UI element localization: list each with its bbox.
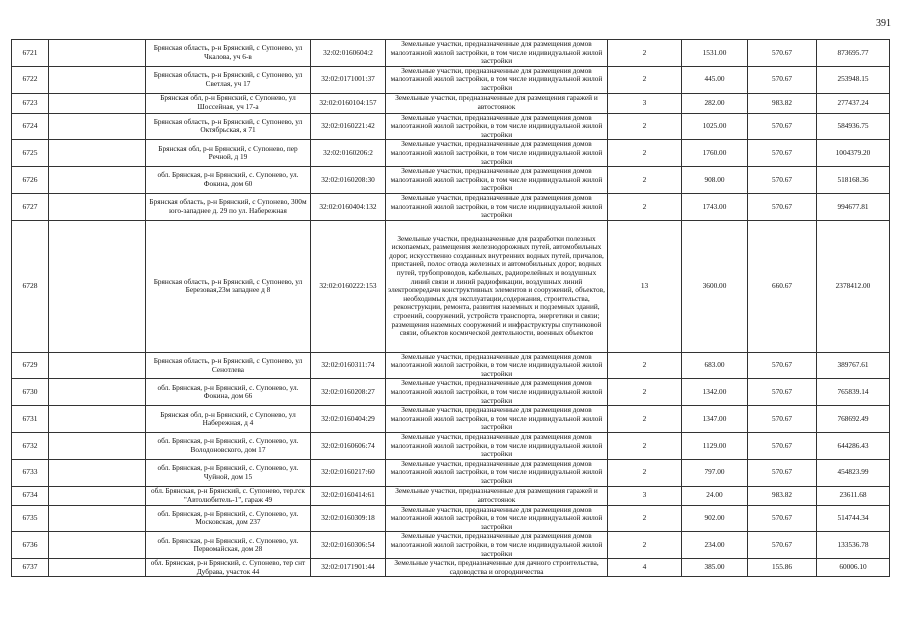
cadastral-value-cell: 873695.77 xyxy=(817,40,890,67)
area-cell: 902.00 xyxy=(682,505,748,532)
empty-cell xyxy=(49,167,146,194)
empty-cell xyxy=(49,93,146,113)
cadastral-value-table xyxy=(11,39,890,577)
cadastral-value-cell: 514744.34 xyxy=(817,505,890,532)
table-row xyxy=(12,532,890,559)
empty-cell xyxy=(49,220,146,352)
land-use-cell: Земельные участки, предназначенные для размещения домов малоэтажной жилой застройки, в том числе индивидуальной жилой застройки xyxy=(386,40,608,67)
area-cell: 234.00 xyxy=(682,532,748,559)
use-code-cell: 2 xyxy=(608,140,682,167)
rate-cell: 570.67 xyxy=(748,140,817,167)
land-use-cell: Земельные участки, предназначенные для размещения домов малоэтажной жилой застройки, в том числе индивидуальной жилой застройки xyxy=(386,193,608,220)
cadastral-value-cell: 253948.15 xyxy=(817,66,890,93)
use-code-cell: 2 xyxy=(608,406,682,433)
use-code-cell: 2 xyxy=(608,505,682,532)
use-code-cell: 2 xyxy=(608,40,682,67)
row-number: 6732 xyxy=(12,433,49,460)
address-cell: обл. Брянская, р-н Брянский, с. Супонево, тер снт Дубрава, участок 44 xyxy=(146,559,311,577)
land-use-cell: Земельные участки, предназначенные для размещения домов малоэтажной жилой застройки, в том числе индивидуальной жилой застройки xyxy=(386,379,608,406)
rate-cell: 570.67 xyxy=(748,379,817,406)
address-cell: обл. Брянская, р-н Брянский, с. Супонево, ул. Фокина, дом 60 xyxy=(146,167,311,194)
address-cell: Брянская область, р-н Брянский, с Супонево, ул Сенотлева xyxy=(146,352,311,379)
use-code-cell: 2 xyxy=(608,66,682,93)
cadastral-number-cell: 32:02:0160306:54 xyxy=(311,532,386,559)
use-code-cell: 2 xyxy=(608,352,682,379)
use-code-cell: 13 xyxy=(608,220,682,352)
rate-cell: 570.67 xyxy=(748,459,817,486)
address-cell: обл. Брянская, р-н Брянский, с. Супонево, ул. Володоновского, дом 17 xyxy=(146,433,311,460)
land-use-cell: Земельные участки, предназначенные для размещения домов малоэтажной жилой застройки, в том числе индивидуальной жилой застройки xyxy=(386,433,608,460)
rate-cell: 570.67 xyxy=(748,113,817,140)
empty-cell xyxy=(49,486,146,505)
cadastral-value-cell: 133536.78 xyxy=(817,532,890,559)
use-code-cell: 2 xyxy=(608,433,682,460)
rate-cell: 570.67 xyxy=(748,352,817,379)
table-row xyxy=(12,93,890,113)
table-row xyxy=(12,220,890,352)
area-cell: 282.00 xyxy=(682,93,748,113)
cadastral-number-cell: 32:02:0160414:61 xyxy=(311,486,386,505)
area-cell: 908.00 xyxy=(682,167,748,194)
cadastral-number-cell: 32:02:0160221:42 xyxy=(311,113,386,140)
land-use-cell: Земельные участки, предназначенные для размещения домов малоэтажной жилой застройки, в том числе индивидуальной жилой застройки xyxy=(386,167,608,194)
land-use-cell: Земельные участки, предназначенные для размещения домов малоэтажной жилой застройки, в том числе индивидуальной жилой застройки xyxy=(386,140,608,167)
rate-cell: 660.67 xyxy=(748,220,817,352)
address-cell: обл. Брянская, р-н Брянский, с. Супонево, ул. Московская, дом 237 xyxy=(146,505,311,532)
row-number: 6734 xyxy=(12,486,49,505)
table-row xyxy=(12,167,890,194)
area-cell: 3600.00 xyxy=(682,220,748,352)
rate-cell: 983.82 xyxy=(748,93,817,113)
table-row xyxy=(12,406,890,433)
land-use-cell: Земельные участки, предназначенные для размещения домов малоэтажной жилой застройки, в том числе индивидуальной жилой застройки xyxy=(386,66,608,93)
address-cell: Брянская область, р-н Брянский, с Супонево, ул Октябрьская, я 71 xyxy=(146,113,311,140)
row-number: 6722 xyxy=(12,66,49,93)
use-code-cell: 2 xyxy=(608,167,682,194)
page-number: 391 xyxy=(876,18,891,29)
rate-cell: 570.67 xyxy=(748,433,817,460)
row-number: 6726 xyxy=(12,167,49,194)
table-row xyxy=(12,559,890,577)
cadastral-number-cell: 32:02:0160208:30 xyxy=(311,167,386,194)
table-row xyxy=(12,505,890,532)
table-body xyxy=(12,40,890,577)
rate-cell: 983.82 xyxy=(748,486,817,505)
row-number: 6736 xyxy=(12,532,49,559)
address-cell: обл. Брянская, р-н Брянский, с. Супонево, тер.гск "Автолюбитель-1", гараж 49 xyxy=(146,486,311,505)
use-code-cell: 3 xyxy=(608,93,682,113)
cadastral-number-cell: 32:02:0171901:44 xyxy=(311,559,386,577)
rate-cell: 155.86 xyxy=(748,559,817,577)
cadastral-number-cell: 32:02:0160217:60 xyxy=(311,459,386,486)
table-row xyxy=(12,433,890,460)
table-row xyxy=(12,113,890,140)
use-code-cell: 2 xyxy=(608,459,682,486)
address-cell: Брянская обл, р-н Брянский, с Супонево, ул Шоссейная, уч 17-а xyxy=(146,93,311,113)
empty-cell xyxy=(49,40,146,67)
row-number: 6728 xyxy=(12,220,49,352)
table-row xyxy=(12,193,890,220)
empty-cell xyxy=(49,459,146,486)
cadastral-value-cell: 518168.36 xyxy=(817,167,890,194)
row-number: 6724 xyxy=(12,113,49,140)
land-use-cell: Земельные участки, предназначенные для размещения гаражей и автостоянок xyxy=(386,93,608,113)
area-cell: 1025.00 xyxy=(682,113,748,140)
rate-cell: 570.67 xyxy=(748,66,817,93)
area-cell: 1129.00 xyxy=(682,433,748,460)
rate-cell: 570.67 xyxy=(748,193,817,220)
cadastral-value-cell: 644286.43 xyxy=(817,433,890,460)
cadastral-value-cell: 23611.68 xyxy=(817,486,890,505)
cadastral-number-cell: 32:02:0160208:27 xyxy=(311,379,386,406)
address-cell: Брянская область, р-н Брянский, с Супонево, ул Светлая, уч 17 xyxy=(146,66,311,93)
empty-cell xyxy=(49,66,146,93)
table-row xyxy=(12,459,890,486)
empty-cell xyxy=(49,505,146,532)
cadastral-number-cell: 32:02:0160311:74 xyxy=(311,352,386,379)
cadastral-number-cell: 32:02:0160309:18 xyxy=(311,505,386,532)
cadastral-number-cell: 32:02:0160104:157 xyxy=(311,93,386,113)
cadastral-number-cell: 32:02:0160404:132 xyxy=(311,193,386,220)
area-cell: 1342.00 xyxy=(682,379,748,406)
land-use-cell: Земельные участки, предназначенные для размещения домов малоэтажной жилой застройки, в том числе индивидуальной жилой застройки xyxy=(386,459,608,486)
cadastral-value-cell: 1004379.20 xyxy=(817,140,890,167)
area-cell: 1743.00 xyxy=(682,193,748,220)
land-use-cell: Земельные участки, предназначенные для размещения гаражей и автостоянок xyxy=(386,486,608,505)
empty-cell xyxy=(49,532,146,559)
empty-cell xyxy=(49,113,146,140)
address-cell: Брянская обл, р-н Брянский, с Супонево, ул Набережная, д 4 xyxy=(146,406,311,433)
cadastral-value-cell: 389767.61 xyxy=(817,352,890,379)
empty-cell xyxy=(49,379,146,406)
address-cell: Брянская область, р-н Брянский, с Супонево, ул Чкалова, уч 6-в xyxy=(146,40,311,67)
empty-cell xyxy=(49,433,146,460)
row-number: 6729 xyxy=(12,352,49,379)
cadastral-value-cell: 2378412.00 xyxy=(817,220,890,352)
row-number: 6733 xyxy=(12,459,49,486)
use-code-cell: 2 xyxy=(608,113,682,140)
row-number: 6725 xyxy=(12,140,49,167)
cadastral-value-cell: 277437.24 xyxy=(817,93,890,113)
area-cell: 1760.00 xyxy=(682,140,748,167)
cadastral-number-cell: 32:02:0160604:2 xyxy=(311,40,386,67)
address-cell: обл. Брянская, р-н Брянский, с. Супонево, ул. Первомайская, дом 28 xyxy=(146,532,311,559)
area-cell: 24.00 xyxy=(682,486,748,505)
rate-cell: 570.67 xyxy=(748,40,817,67)
row-number: 6723 xyxy=(12,93,49,113)
row-number: 6727 xyxy=(12,193,49,220)
land-use-cell: Земельные участки, предназначенные для размещения домов малоэтажной жилой застройки, в том числе индивидуальной жилой застройки xyxy=(386,505,608,532)
area-cell: 1531.00 xyxy=(682,40,748,67)
rate-cell: 570.67 xyxy=(748,167,817,194)
cadastral-number-cell: 32:02:0171001:37 xyxy=(311,66,386,93)
cadastral-number-cell: 32:02:0160404:29 xyxy=(311,406,386,433)
address-cell: Брянская обл, р-н Брянский, с Супонево, пер Речной, д 19 xyxy=(146,140,311,167)
empty-cell xyxy=(49,352,146,379)
cadastral-number-cell: 32:02:0160606:74 xyxy=(311,433,386,460)
use-code-cell: 2 xyxy=(608,532,682,559)
rate-cell: 570.67 xyxy=(748,505,817,532)
cadastral-value-cell: 454823.99 xyxy=(817,459,890,486)
table-row xyxy=(12,140,890,167)
address-cell: Брянская область, р-н Брянский, с Супонево, ул Березовая,23м западнее д 8 xyxy=(146,220,311,352)
land-use-cell: Земельные участки, предназначенные для разработки полезных ископаемых, размещения железнодорожных путей, автомобильных дорог, искусственно созданных внутренних водных путей, причалов, пристаней, полос отвода железных и автомобильных дорог, водных путей, трубопроводов, кабельных, радиорелейных и воздушных линий связи и линий радиофикации, воздушных линий электропередачи конструктивных элементов и сооружений, объектов, необходимых для эксплуатации,содержания, строительства, реконструкции, ремонта, развития наземных и подземных зданий, строений, сооружений, устройств транспорта, энергетики и связи; размещения наземных сооружений и инфраструктуры спутниковой связи, объектов космической деятельности, военных объектов xyxy=(386,220,608,352)
cadastral-value-cell: 584936.75 xyxy=(817,113,890,140)
use-code-cell: 4 xyxy=(608,559,682,577)
use-code-cell: 2 xyxy=(608,379,682,406)
table-row xyxy=(12,379,890,406)
empty-cell xyxy=(49,559,146,577)
row-number: 6721 xyxy=(12,40,49,67)
table-row xyxy=(12,352,890,379)
row-number: 6730 xyxy=(12,379,49,406)
land-use-cell: Земельные участки, предназначенные для размещения домов малоэтажной жилой застройки, в том числе индивидуальной жилой застройки xyxy=(386,406,608,433)
land-use-cell: Земельные участки, предназначенные для размещения домов малоэтажной жилой застройки, в том числе индивидуальной жилой застройки xyxy=(386,352,608,379)
cadastral-value-cell: 994677.81 xyxy=(817,193,890,220)
table-row xyxy=(12,486,890,505)
area-cell: 797.00 xyxy=(682,459,748,486)
table-row xyxy=(12,40,890,67)
row-number: 6737 xyxy=(12,559,49,577)
rate-cell: 570.67 xyxy=(748,406,817,433)
cadastral-value-cell: 60006.10 xyxy=(817,559,890,577)
rate-cell: 570.67 xyxy=(748,532,817,559)
address-cell: обл. Брянская, р-н Брянский, с. Супонево, ул. Фокина, дом 66 xyxy=(146,379,311,406)
use-code-cell: 2 xyxy=(608,193,682,220)
area-cell: 445.00 xyxy=(682,66,748,93)
land-use-cell: Земельные участки, предназначенные для размещения домов малоэтажной жилой застройки, в том числе индивидуальной жилой застройки xyxy=(386,532,608,559)
empty-cell xyxy=(49,193,146,220)
area-cell: 1347.00 xyxy=(682,406,748,433)
cadastral-number-cell: 32:02:0160222:153 xyxy=(311,220,386,352)
land-use-cell: Земельные участки, предназначенные для размещения домов малоэтажной жилой застройки, в том числе индивидуальной жилой застройки xyxy=(386,113,608,140)
land-use-cell: Земельные участки, предназначенные для дачного строительства, садоводства и огородничества xyxy=(386,559,608,577)
table-row xyxy=(12,66,890,93)
cadastral-value-cell: 765839.14 xyxy=(817,379,890,406)
address-cell: обл. Брянская, р-н Брянский, с. Супонево, ул. Чуйной, дом 15 xyxy=(146,459,311,486)
area-cell: 385.00 xyxy=(682,559,748,577)
row-number: 6731 xyxy=(12,406,49,433)
address-cell: Брянская область, р-н Брянский, с Супонево, 300м юго-западнее д. 29 по ул. Набережная xyxy=(146,193,311,220)
cadastral-number-cell: 32:02:0160206:2 xyxy=(311,140,386,167)
empty-cell xyxy=(49,140,146,167)
use-code-cell: 3 xyxy=(608,486,682,505)
area-cell: 683.00 xyxy=(682,352,748,379)
row-number: 6735 xyxy=(12,505,49,532)
empty-cell xyxy=(49,406,146,433)
cadastral-value-cell: 768692.49 xyxy=(817,406,890,433)
